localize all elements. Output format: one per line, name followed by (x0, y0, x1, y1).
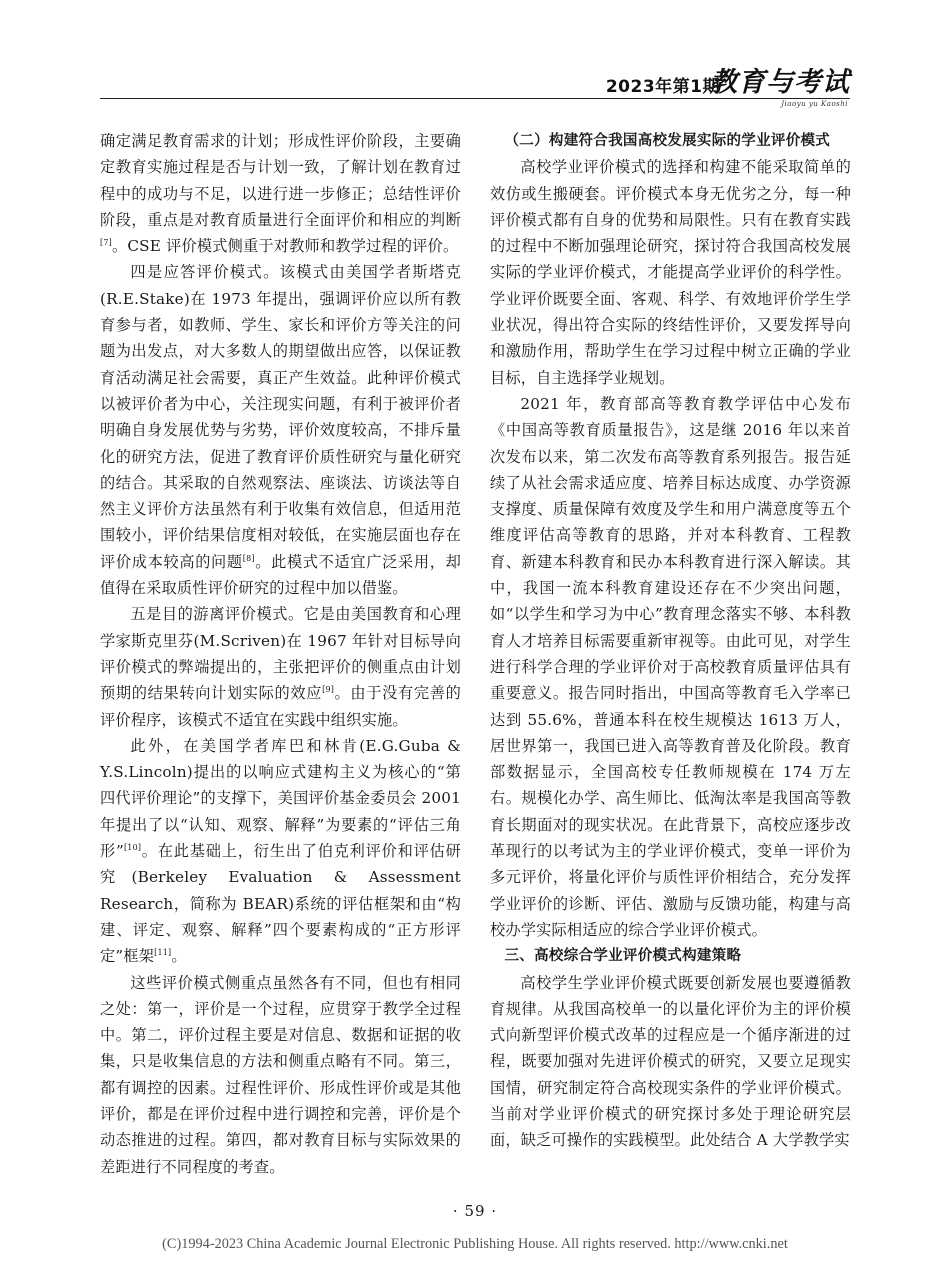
paragraph: 确定满足教育需求的计划；形成性评价阶段，主要确定教育实施过程是否与计划一致，了解计划在教育过程中的成功与不足，以进行进一步修正；总结性评价阶段，重点是对教育质量进行全面评价和相应的判断[7]。CSE 评价模式侧重于对教师和教学过程的评价。 (100, 132, 461, 256)
citation-ref: [9] (322, 685, 335, 695)
copyright-footer: (C)1994-2023 China Academic Journal Electronic Publishing House. All rights reserved. http://www.cnki.net (162, 1236, 788, 1252)
section-heading: 三、高校综合学业评价模式构建策略 (504, 948, 742, 965)
paragraph: 2021 年，教育部高等教育教学评估中心发布《中国高等教育质量报告》，这是继 2016 年以来首次发布以来，第二次发布高等教育系列报告。报告延续了从社会需求适应度、培养目标达成度、办学资源支撑度、质量保障有效度及学生和用户满意度等五个维度评估高等教育的思路，并对本科教育、工程教育、新建本科教育和民办本科教育进行深入解读。其中，我国一流本科教育建设还存在不少突出问题，如“以学生和学习为中心”教育理念落实不够、本科教育人才培养目标需要重新审视等。由此可见，对学生进行科学合理的学业评价对于高校教育质量评估具有重要意义。报告同时指出，中国高等教育毛入学率已达到 55.6%，普通本科在校生规模达 1613 万人，居世界第一，我国已进入高等教育普及化阶段。教育部数据显示，全国高校专任教师规模在 174 万左右。规模化办学、高生师比、低淘汰率是我国高等教育长期面对的现实状况。在此背景下，高校应逐步改革现行的以考试为主的学业评价模式，变单一评价为多元评价，将量化评价与质性评价相结合，充分发挥学业评价的诊断、评估、激励与反馈功能，构建与高校办学实际相适应的综合学业评价模式。 (490, 394, 852, 939)
journal-pinyin: Jiaoyu yu Kaoshi (781, 100, 848, 108)
paragraph: 这些评价模式侧重点虽然各有不同，但也有相同之处：第一，评价是一个过程，应贯穿于教学全过程中。第二，评价过程主要是对信息、数据和证据的收集，只是收集信息的方法和侧重点略有不同。第三，都有调控的因素。过程性评价、形成性评价或是其他评价，都是在评价过程中进行调控和完善，评价是个动态推进的过程。第四，都对教育目标与实际效果的差距进行不同程度的考查。 (100, 973, 461, 1176)
paragraph: 高校学生学业评价模式既要创新发展也要遵循教育规律。从我国高校单一的以量化评价为主的评价模式向新型评价模式改革的过程应是一个循序渐进的过程，既要加强对先进评价模式的研究，又要立足现实国情，研究制定符合高校现实条件的学业评价模式。当前对学业评价模式的研究探讨多处于理论研究层面，缺乏可操作的实践模型。此处结合 A 大学教学实 (490, 973, 851, 1150)
right-column (490, 128, 851, 1154)
citation-ref: [10] (123, 843, 142, 853)
paragraph: 高校学业评价模式的选择和构建不能采取简单的效仿或生搬硬套。评价模式本身无优劣之分，每一种评价模式都有自身的优势和局限性。只有在教育实践的过程中不断加强理论研究，探讨符合我国高校发展实际的学业评价模式，才能提高学业评价的科学性。学业评价既要全面、客观、科学、有效地评价学生学业状况，得出符合实际的终结性评价，又要发挥导向和激励作用，帮助学生在学习过程中树立正确的学业目标，自主选择学业规划。 (490, 158, 851, 387)
paragraph: 四是应答评价模式。该模式由美国学者斯塔克(R.E.Stake)在 1973 年提出，强调评价应以所有教育参与者，如教师、学生、家长和评价方等关注的问题为出发点，对大多数人的期望做出应答，以保证教育活动满足社会需要，真正产生效益。此种评价模式以被评价者为中心，关注现实问题，有利于被评价者明确自身发展优势与劣势，评价效度较高，不排斥量化的研究方法，促进了教育评价质性研究与量化研究的结合。其采取的自然观察法、座谈法、访谈法等自然主义评价方法虽然有利于收集有效信息，但适用范围较小，评价结果信度相对较低，在实施层面也存在评价成本较高的问题[8]。此模式不适宜广泛采用，却值得在采取质性评价研究的过程中加以借鉴。 (100, 263, 461, 598)
citation-ref: [8] (242, 553, 255, 563)
page-number: · 59 · (452, 1202, 498, 1220)
citation-ref: [7] (100, 238, 112, 248)
issue-label: 2023年第1期 (605, 77, 720, 97)
paragraph: 此外，在美国学者库巴和林肯(E.G.Guba & Y.S.Lincoln)提出的以响应式建构主义为核心的“第四代评价理论”的支撑下，美国评价基金委员会 2001 年提出了以“认知、观察、解释”为要素的“评估三角形”[10]。在此基础上，衍生出了伯克利评价和评估研究(Berkeley Evaluation & Assessment Research，简称为 BEAR)系统的评估框架和由“构建、评定、观察、解释”四个要素构成的“正方形评定”框架[11]。 (100, 736, 462, 966)
journal-title: 教育与考试 (710, 67, 850, 98)
left-column (100, 128, 461, 1180)
running-header (100, 64, 850, 108)
citation-ref: [11] (154, 948, 172, 958)
subsection-heading: （二）构建符合我国高校发展实际的学业评价模式 (504, 133, 831, 149)
paragraph: 五是目的游离评价模式。它是由美国教育和心理学家斯克里芬(M.Scriven)在 1967 年针对目标导向评价模式的弊端提出的，主张把评价的侧重点由计划预期的结果转向计划实际的效应[9]。由于没有完善的评价程序，该模式不适宜在实践中组织实施。 (100, 605, 461, 729)
